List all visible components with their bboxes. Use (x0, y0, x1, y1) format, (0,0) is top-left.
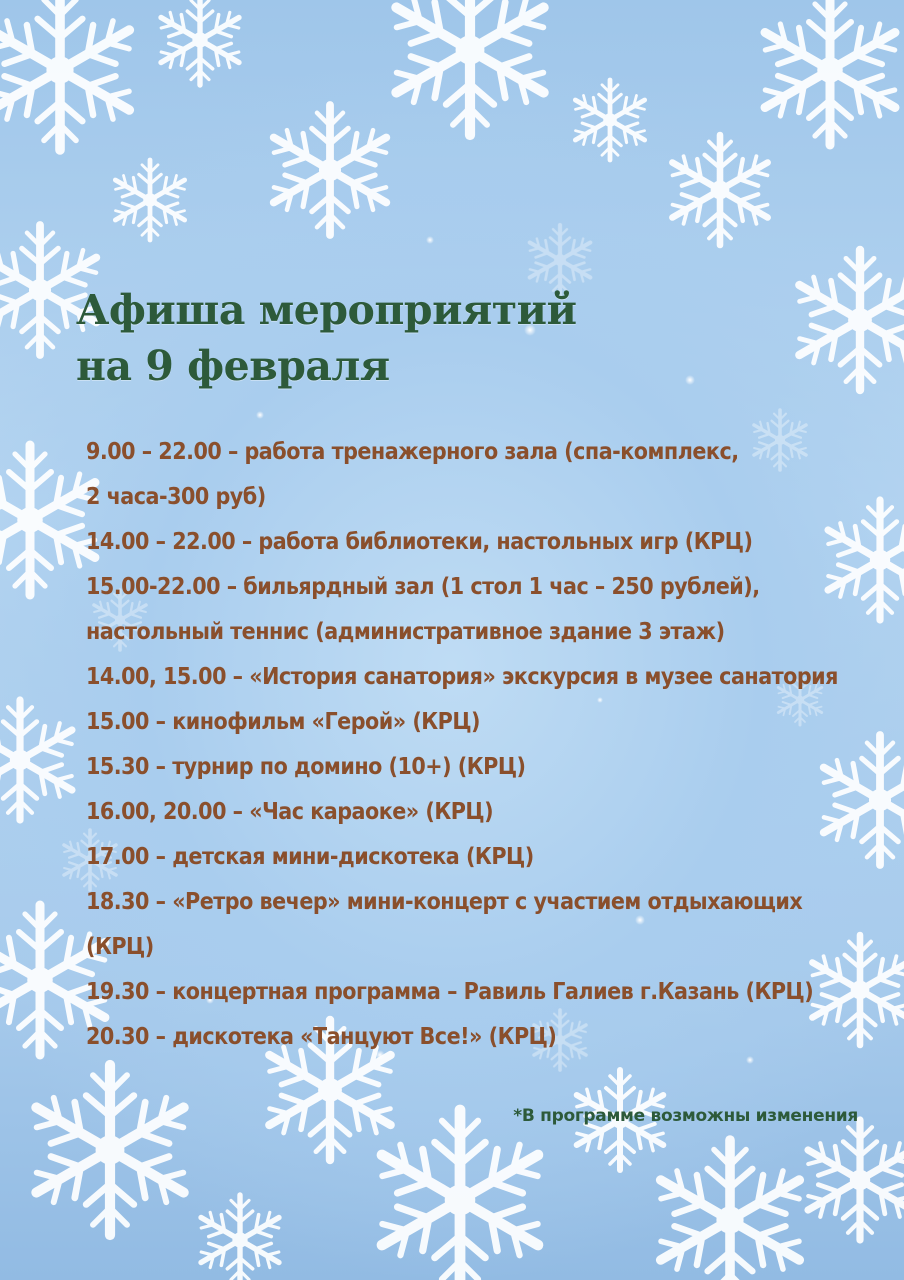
event-item (86, 655, 876, 700)
event-text: 19.30 – концертная программа – Равиль Галиев г.Казань (КРЦ) (86, 979, 814, 1005)
event-item (86, 790, 876, 835)
event-item (86, 700, 876, 745)
event-item (86, 745, 876, 790)
changes-note: *В программе возможны изменения (513, 1106, 858, 1126)
event-text: 15.00 – кинофильм «Герой» (КРЦ) (86, 709, 481, 735)
event-item (86, 880, 876, 970)
event-item (86, 430, 876, 520)
event-list (86, 430, 876, 1060)
event-item (86, 520, 876, 565)
event-item (86, 565, 876, 655)
event-text-continuation: 2 часа-300 руб) (86, 484, 266, 510)
event-item (86, 835, 876, 880)
event-text: 18.30 – «Ретро вечер» мини-концерт с участием отдыхающих (86, 889, 803, 915)
poster-title (76, 282, 577, 394)
event-text: 14.00 – 22.00 – работа библиотеки, настольных игр (КРЦ) (86, 529, 753, 555)
title-line-1: Афиша мероприятий (76, 286, 577, 334)
event-text: 20.30 – дискотека «Танцуют Все!» (КРЦ) (86, 1024, 557, 1050)
event-text: 16.00, 20.00 – «Час караоке» (КРЦ) (86, 799, 494, 825)
event-text: 15.00-22.00 – бильярдный зал (1 стол 1 час – 250 рублей), (86, 574, 760, 600)
event-text-continuation: (КРЦ) (86, 934, 154, 960)
event-text: 14.00, 15.00 – «История санатория» экскурсия в музее санатория (86, 664, 838, 690)
event-item (86, 970, 876, 1015)
event-text: 17.00 – детская мини-дискотека (КРЦ) (86, 844, 534, 870)
event-text: 9.00 – 22.00 – работа тренажерного зала (спа-комплекс, (86, 439, 739, 465)
event-item (86, 1015, 876, 1060)
event-text: 15.30 – турнир по домино (10+) (КРЦ) (86, 754, 526, 780)
event-text-continuation: настольный теннис (административное здание 3 этаж) (86, 619, 725, 645)
title-line-2: на 9 февраля (76, 342, 390, 390)
